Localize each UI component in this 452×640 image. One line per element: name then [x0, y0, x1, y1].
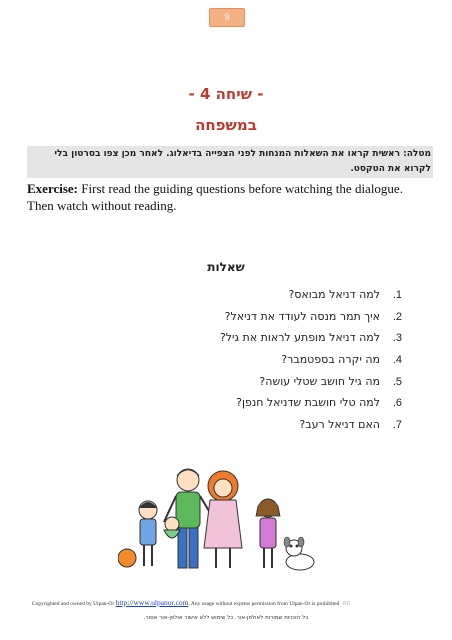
question-number: 7. — [392, 419, 402, 432]
question-item — [142, 371, 402, 393]
question-item — [142, 392, 402, 414]
questions-list — [142, 284, 402, 436]
ulpanor-link[interactable]: http://www.ulpanor.com — [115, 598, 189, 607]
question-number: 1. — [392, 289, 402, 301]
exercise-label: Exercise: — [27, 181, 79, 196]
exercise-instructions — [27, 180, 407, 214]
dog-figure — [284, 537, 314, 570]
question-text: למה טלי חושבת שדניאל חנפן? — [236, 396, 380, 410]
question-number: 5. — [392, 375, 402, 388]
girl-figure — [256, 499, 280, 568]
questions-heading: שאלות — [207, 260, 245, 274]
question-number: 4. — [392, 354, 402, 367]
ulpanor-logo-mark: RD — [342, 601, 351, 607]
question-item — [142, 284, 402, 306]
mom-figure — [204, 471, 242, 568]
question-text: האם דניאל רעב? — [299, 418, 380, 432]
question-text: איך תמר מנסה לעודד את דניאל? — [224, 309, 380, 323]
question-item — [142, 327, 402, 349]
question-text: למה דניאל מבואס? — [288, 288, 380, 301]
copyright-suffix: . Any usage without express permission from Ulpan-Or is prohibited — [188, 601, 340, 607]
question-item — [142, 349, 402, 371]
question-number: 2. — [392, 310, 402, 323]
question-item — [142, 306, 402, 328]
family-drawing-icon — [118, 466, 318, 576]
question-text: מה יקרה בספטמבר? — [281, 353, 380, 367]
copyright-footer-hebrew: כל הזכויות שמורות לאולפן-אור. כל שימוש ללא אישור אולפן-אור אסור. — [143, 615, 309, 621]
baby-figure — [164, 517, 180, 538]
copyright-footer — [32, 599, 427, 608]
question-item — [142, 414, 402, 436]
question-text: מה גיל חושב שטלי עושה? — [259, 374, 380, 388]
boy-figure — [118, 501, 157, 567]
topic-title: במשפחה — [195, 116, 257, 134]
question-number: 3. — [392, 332, 402, 345]
copyright-prefix: Copyrighted and owned by Ulpan-Or — [32, 601, 116, 607]
task-instructions: מטלה: ראשית קראו את השאלות המנחות לפני הצפייה בדיאלוג. לאחר מכן צפו בסרטון בלי לקרוא את הטקסט. — [27, 146, 433, 178]
page-number-badge: 9 — [209, 8, 245, 27]
exercise-text: First read the guiding questions before watching the dialogue. Then watch without reading. — [27, 181, 403, 213]
lesson-title: - שיחה 4 - — [188, 85, 264, 103]
question-text: למה דניאל מופתע לראות את גיל? — [219, 331, 380, 345]
question-number: 6. — [392, 397, 402, 410]
